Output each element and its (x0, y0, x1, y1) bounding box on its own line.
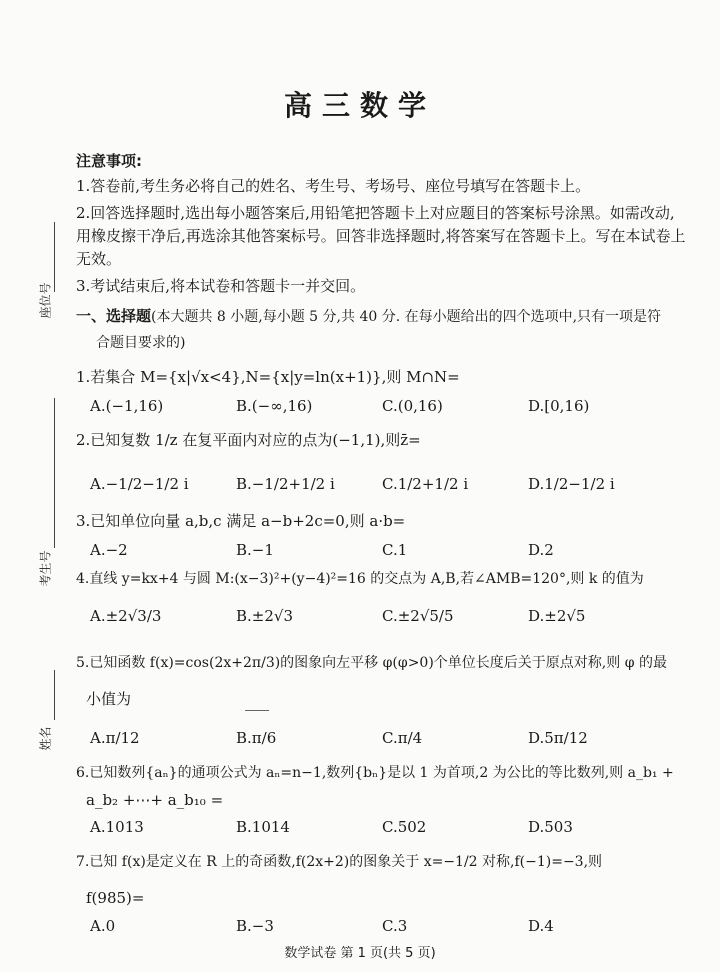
section-desc: (本大题共 8 小题,每小题 5 分,共 40 分. 在每小题给出的四个选项中,只有一项是符 (151, 309, 662, 325)
q2-option-b: B.−1/2+1/2 i (236, 475, 335, 493)
page-footer: 数学试卷 第 1 页(共 5 页) (284, 946, 436, 961)
binding-line-3 (54, 670, 55, 720)
q4-option-a: A.±2√3/3 (90, 607, 162, 625)
q5-option-d: D.5π/12 (528, 729, 588, 747)
q3-stem: 3.已知单位向量 a,b,c 满足 a−b+2c=0,则 a·b= (76, 512, 406, 530)
q5-option-c: C.π/4 (382, 729, 423, 747)
q7-option-d: D.4 (528, 917, 554, 935)
page-title: 高三数学 (283, 89, 436, 122)
q1-option-d: D.[0,16) (528, 397, 590, 415)
pen-mark (245, 710, 269, 711)
q7-option-c: C.3 (382, 917, 408, 935)
q4-stem: 4.直线 y=kx+4 与圆 M:(x−3)²+(y−4)²=16 的交点为 A,B,若∠AMB=120°,则 k 的值为 (76, 571, 644, 587)
q1-option-c: C.(0,16) (382, 397, 443, 415)
exam-number-label: 考生号 (38, 550, 53, 587)
q1-option-b: B.(−∞,16) (236, 397, 313, 415)
q7-option-b: B.−3 (236, 917, 274, 935)
section-heading-line (76, 306, 661, 327)
notes-heading: 注意事项: (76, 152, 142, 170)
q7-option-a: A.0 (90, 917, 116, 935)
q3-option-b: B.−1 (236, 541, 274, 559)
q2-option-a: A.−1/2−1/2 i (90, 475, 189, 493)
q3-option-c: C.1 (382, 541, 408, 559)
binding-line-1 (54, 222, 55, 292)
q6-stem: 6.已知数列{aₙ}的通项公式为 aₙ=n−1,数列{bₙ}是以 1 为首项,2 为公比的等比数列,则 a_b₁ + (76, 765, 674, 781)
note-2a: 2.回答选择题时,选出每小题答案后,用铅笔把答题卡上对应题目的答案标号涂黑。如需改动, (76, 204, 675, 222)
q1-option-a: A.(−1,16) (90, 397, 164, 415)
q5-option-b: B.π/6 (236, 729, 277, 747)
q6-option-b: B.1014 (236, 818, 290, 836)
q2-stem: 2.已知复数 1/z 在复平面内对应的点为(−1,1),则z̄= (76, 431, 421, 449)
seat-number-label: 座位号 (38, 282, 53, 319)
q3-option-d: D.2 (528, 541, 554, 559)
q4-option-d: D.±2√5 (528, 607, 586, 625)
section-desc-cont: 合题目要求的) (96, 335, 186, 351)
section-title: 一、选择题 (76, 307, 152, 325)
q6-option-a: A.1013 (90, 818, 144, 836)
binding-line-2 (54, 398, 55, 548)
note-3: 3.考试结束后,将本试卷和答题卡一并交回。 (76, 277, 366, 295)
q7-stem-cont: f(985)= (86, 889, 145, 907)
q3-option-a: A.−2 (90, 541, 128, 559)
name-label: 姓名 (38, 726, 53, 751)
q4-option-c: C.±2√5/5 (382, 607, 454, 625)
q6-option-d: D.503 (528, 818, 573, 836)
q6-stem-cont: a_b₂ +⋯+ a_b₁₀ = (86, 791, 224, 809)
q2-option-d: D.1/2−1/2 i (528, 475, 615, 493)
q1-stem: 1.若集合 M={x|√x<4},N={x|y=ln(x+1)},则 M∩N= (76, 368, 460, 386)
note-2b: 用橡皮擦干净后,再选涂其他答案标号。回答非选择题时,将答案写在答题卡上。写在本试卷上 (76, 227, 686, 245)
note-2c: 无效。 (76, 250, 122, 268)
note-1: 1.答卷前,考生务必将自己的姓名、考生号、考场号、座位号填写在答题卡上。 (76, 177, 591, 195)
q6-option-c: C.502 (382, 818, 427, 836)
q5-option-a: A.π/12 (90, 729, 140, 747)
q4-option-b: B.±2√3 (236, 607, 294, 625)
q7-stem: 7.已知 f(x)是定义在 R 上的奇函数,f(2x+2)的图象关于 x=−1/2 对称,f(−1)=−3,则 (76, 854, 603, 870)
q2-option-c: C.1/2+1/2 i (382, 475, 469, 493)
q5-stem-cont: 小值为 (86, 690, 132, 708)
q5-stem: 5.已知函数 f(x)=cos(2x+2π/3)的图象向左平移 φ(φ>0)个单位长度后关于原点对称,则 φ 的最 (76, 655, 667, 671)
